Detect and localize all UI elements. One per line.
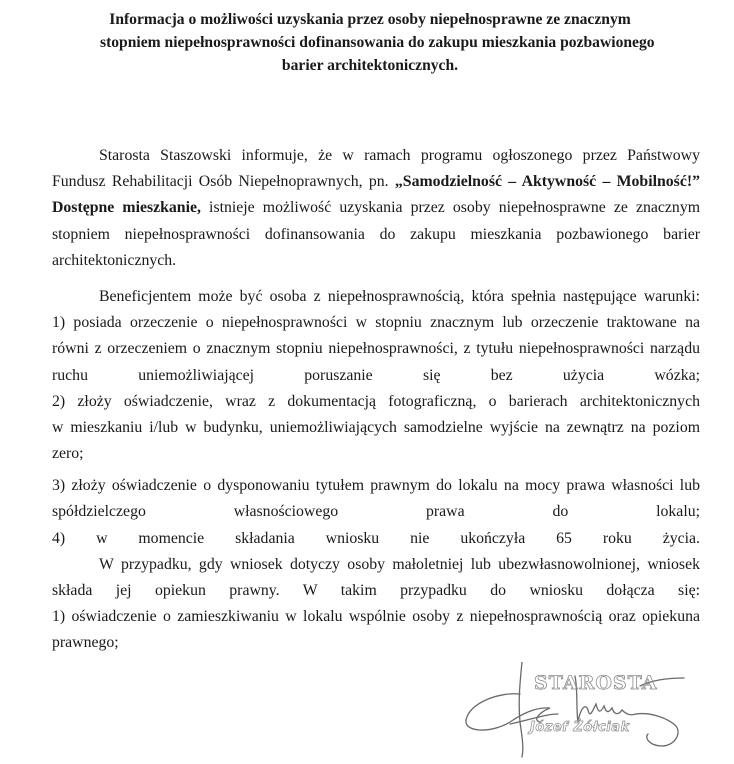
text-line: w mieszkaniu i/lub w budynku, uniemożliwiających samodzielne wyjście na zewnątrz na poziom: [52, 418, 700, 436]
title-line: stopniem niepełnosprawności dofinansowania do zakupu mieszkania pozbawionego: [100, 34, 655, 51]
intro-paragraph: [52, 143, 700, 274]
document-title: [100, 8, 655, 77]
text-line: 3) złoży oświadczenie o dysponowaniu tytułem prawnym do lokalu na mocy prawa własności lub: [52, 477, 700, 495]
conditions-section: [52, 284, 700, 552]
guardian-paragraph: [52, 552, 700, 657]
program-name: „Samodzielność – Aktywność – Mobilność!”: [394, 173, 700, 191]
text-line: równi z orzeczeniem o znacznym stopniu niepełnosprawności, z tytułu niepełnosprawności narządu: [52, 340, 700, 358]
text-span: istnieje możliwość uzyskania przez osoby niepełnosprawne ze znacznym: [200, 199, 700, 217]
document-body: [52, 143, 700, 657]
text-line: architektonicznych.: [52, 251, 177, 269]
condition-item: [52, 473, 700, 525]
text-line: 1) oświadczenie o zamieszkiwaniu w lokalu wspólnie osoby z niepełnosprawnością oraz opiekuna: [52, 608, 700, 626]
program-subname: Dostępne mieszkanie,: [52, 199, 201, 217]
text-line: składa jej opiekun prawny. W takim przypadku do wniosku dołącza się:: [52, 582, 700, 599]
text-line: 2) złoży oświadczenie, wraz z dokumentacją fotograficzną, o barierach architektonicznych: [52, 392, 700, 410]
text-line: [52, 195, 700, 221]
title-line: barier architektonicznych.: [281, 57, 459, 74]
condition-item: [52, 389, 700, 468]
signature-block: [440, 662, 700, 762]
conditions-lead: Beneficjentem może być osoba z niepełnosprawnością, która spełnia następujące warunki:: [99, 287, 700, 305]
title-line: Informacja o możliwości uzyskania przez osoby niepełnosprawne ze znacznym: [109, 11, 631, 28]
stamp-title: STAROSTA: [534, 672, 658, 694]
text-line: ruchu uniemożliwiającej poruszanie się bez użycia wózka;: [52, 366, 700, 384]
condition-item: [52, 526, 700, 552]
text-span: Fundusz Rehabilitacji Osób Niepełnoprawnych, pn.: [52, 173, 395, 191]
text-line: prawnego;: [52, 634, 119, 652]
stamp-name: Józef Żółciak: [530, 720, 630, 735]
text-line: 4) w momencie składania wniosku nie ukończyła 65 roku życia.: [52, 529, 700, 547]
text-line: stopniem niepełnosprawności dofinansowania do zakupu mieszkania pozbawionego barier: [52, 225, 700, 243]
text-line: W przypadku, gdy wniosek dotyczy osoby małoletniej lub ubezwłasnowolnionej, wniosek: [99, 555, 700, 573]
text-line: Starosta Staszowski informuje, że w ramach programu ogłoszonego przez Państwowy: [99, 147, 700, 164]
text-line: [52, 169, 700, 195]
condition-item: [52, 310, 700, 389]
text-line: 1) posiada orzeczenie o niepełnosprawności w stopniu znacznym lub orzeczenie traktowane na: [52, 314, 700, 332]
text-line: zero;: [52, 445, 84, 463]
text-line: spółdzielczego własnościowego prawa do lokalu;: [52, 503, 700, 521]
